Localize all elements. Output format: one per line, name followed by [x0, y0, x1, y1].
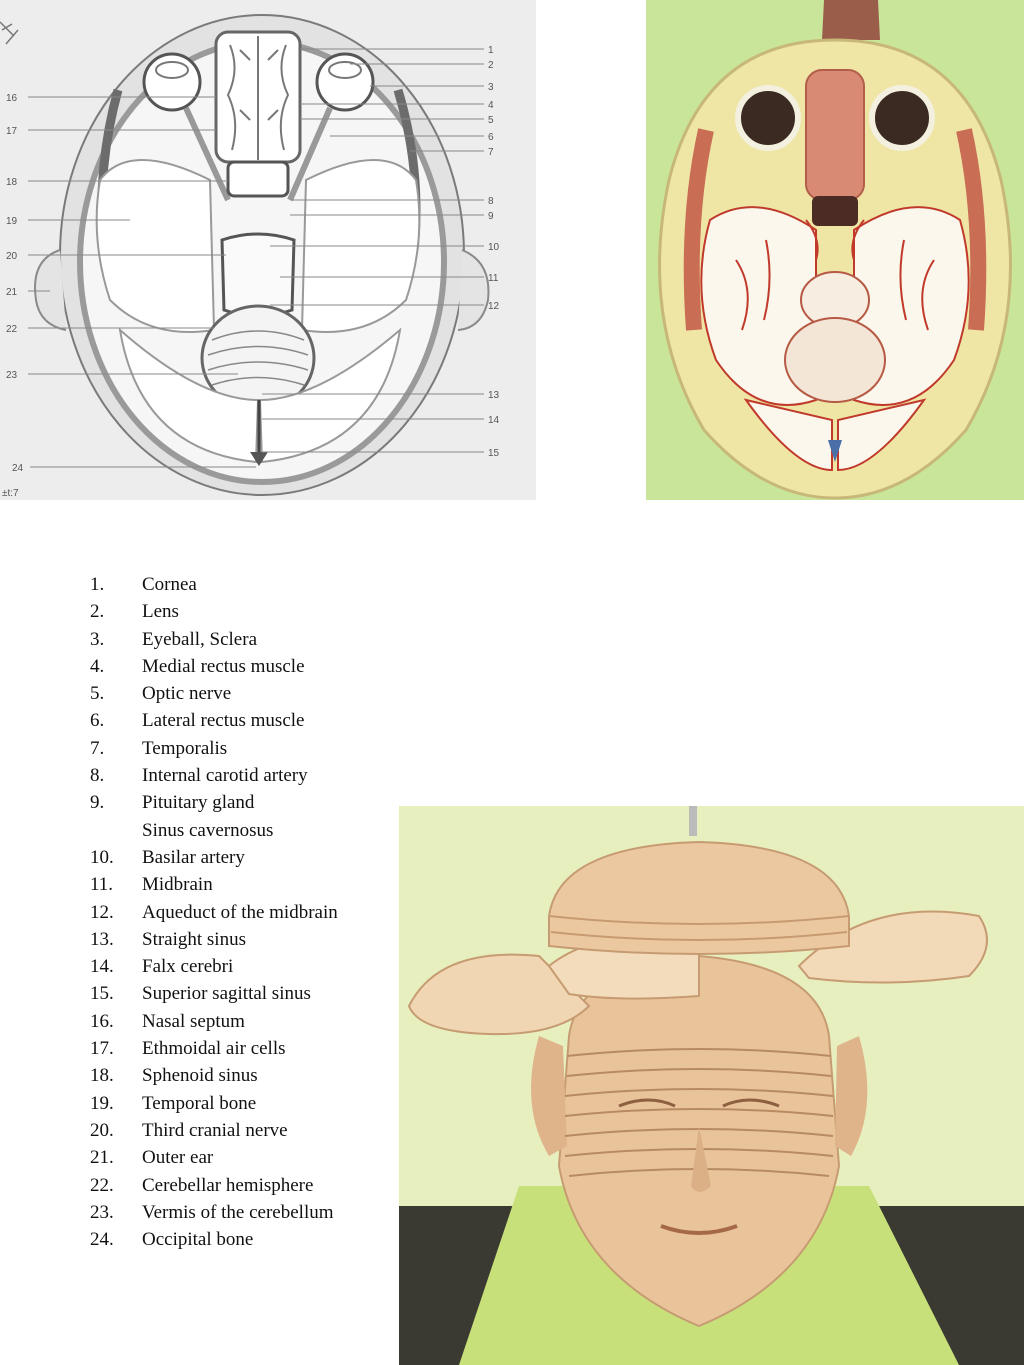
- legend-term: Outer ear: [142, 1147, 214, 1169]
- model-sphenoid-sinus: [812, 196, 858, 226]
- sectioned-head-model-svg: [399, 806, 1024, 1365]
- legend-number: 19.: [90, 1092, 114, 1114]
- legend-term: Temporalis: [142, 737, 228, 759]
- sketch-label: 5: [488, 115, 494, 126]
- stand-rod: [689, 806, 697, 836]
- sketch-label: 6: [488, 132, 494, 143]
- legend-number: 11.: [90, 874, 114, 896]
- legend-number: 6.: [90, 710, 105, 732]
- right-ear: [458, 250, 488, 330]
- legend-term: Falx cerebri: [142, 956, 234, 978]
- legend-number: 14.: [90, 956, 114, 978]
- sketch-label: 21: [6, 287, 18, 298]
- legend-term: Lens: [142, 601, 179, 623]
- legend-term: Vermis of the cerebellum: [142, 1201, 334, 1223]
- legend-number: 18.: [90, 1065, 114, 1087]
- legend-number: 22.: [90, 1174, 114, 1196]
- sketch-label: 16: [6, 93, 18, 104]
- legend-number: 23.: [90, 1201, 114, 1223]
- legend-number: 16.: [90, 1010, 114, 1032]
- axial-section-drawing: [0, 0, 536, 500]
- legend-number: 4.: [90, 655, 105, 677]
- model-slice-photo-svg: [646, 0, 1024, 500]
- legend-term: Third cranial nerve: [142, 1119, 288, 1141]
- legend-term: Medial rectus muscle: [142, 655, 305, 677]
- sketch-label: 12: [488, 301, 500, 312]
- sketch-label: 20: [6, 251, 18, 262]
- legend-term: Basilar artery: [142, 846, 245, 868]
- legend-number: 7.: [90, 737, 105, 759]
- model-right-eye: [872, 88, 932, 148]
- legend-term: Optic nerve: [142, 683, 232, 705]
- legend-term: Pituitary gland: [142, 792, 255, 814]
- legend-number: 21.: [90, 1147, 114, 1169]
- model-nasal-cavity: [806, 70, 864, 200]
- sketch-label: 2: [488, 60, 494, 71]
- legend-number: 9.: [90, 792, 105, 814]
- sketch-label: 1: [488, 45, 494, 56]
- legend-term: Lateral rectus muscle: [142, 710, 305, 732]
- sketch-label: 15: [488, 448, 500, 459]
- legend-term: Eyeball, Sclera: [142, 628, 258, 650]
- model-cerebellum: [785, 318, 885, 402]
- sketch-label: 3: [488, 82, 494, 93]
- sketch-label: 7: [488, 147, 494, 158]
- legend-term: Straight sinus: [142, 928, 246, 950]
- sphenoid-sinus: [228, 162, 288, 196]
- sketch-label: 18: [6, 177, 18, 188]
- sketch-label: 23: [6, 370, 18, 381]
- sketch-label: 22: [6, 324, 18, 335]
- model-top-stub: [822, 0, 880, 40]
- legend-term: Internal carotid artery: [142, 765, 308, 787]
- legend-number: 24.: [90, 1229, 114, 1251]
- legend-term: Temporal bone: [142, 1092, 257, 1114]
- legend-number: 15.: [90, 983, 114, 1005]
- legend-term: Ethmoidal air cells: [142, 1038, 286, 1060]
- legend-number: 10.: [90, 846, 114, 868]
- corner-mark: [0, 22, 18, 44]
- legend-term: Cerebellar hemisphere: [142, 1174, 314, 1196]
- sketch-caption: ±t:7: [2, 488, 19, 499]
- sectioned-head-model-photo: [399, 806, 1024, 1365]
- legend-term: Aqueduct of the midbrain: [142, 901, 338, 923]
- axial-section-drawing-svg: [0, 0, 536, 500]
- legend-term: Sphenoid sinus: [142, 1065, 258, 1087]
- legend-number: 3.: [90, 628, 105, 650]
- model-slice-photo: [646, 0, 1024, 500]
- legend-term: Occipital bone: [142, 1229, 254, 1251]
- sketch-label: 24: [12, 463, 24, 474]
- legend-term: Cornea: [142, 574, 197, 595]
- legend-number: 12.: [90, 901, 114, 923]
- legend-term: Sinus cavernosus: [142, 819, 274, 841]
- sketch-label: 4: [488, 100, 494, 111]
- legend-number: 1.: [90, 574, 105, 595]
- sketch-label: 17: [6, 126, 18, 137]
- sketch-label: 10: [488, 242, 500, 253]
- legend-term: Superior sagittal sinus: [142, 983, 311, 1005]
- legend-number: 2.: [90, 601, 105, 623]
- legend-number: 20.: [90, 1119, 114, 1141]
- legend-number: 5.: [90, 683, 105, 705]
- legend-number: 8.: [90, 765, 105, 787]
- sketch-label: 13: [488, 390, 500, 401]
- legend-term: Nasal septum: [142, 1010, 245, 1032]
- sketch-label: 14: [488, 415, 500, 426]
- sketch-label: 11: [488, 273, 499, 284]
- legend-number: 13.: [90, 928, 114, 950]
- legend-number: 17.: [90, 1038, 114, 1060]
- sketch-label: 19: [6, 216, 18, 227]
- sketch-label: 9: [488, 211, 494, 222]
- sketch-label: 8: [488, 196, 494, 207]
- model-left-eye: [738, 88, 798, 148]
- legend-term: Midbrain: [142, 874, 213, 896]
